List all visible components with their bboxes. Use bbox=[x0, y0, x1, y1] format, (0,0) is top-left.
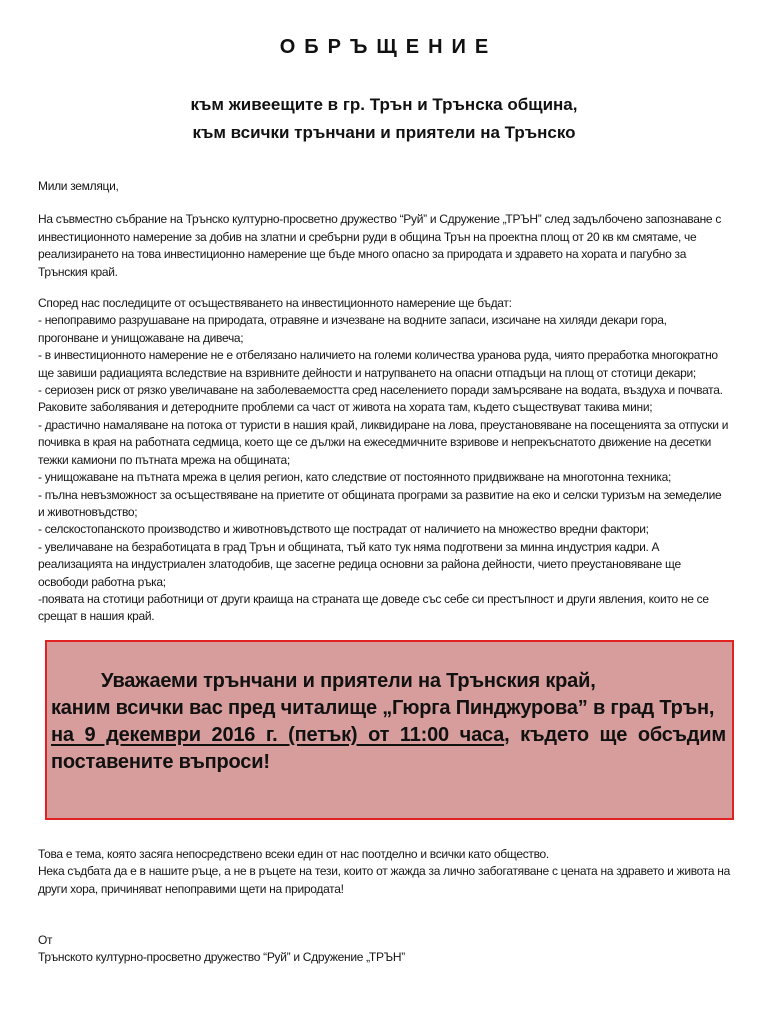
consequence-item: - непоправимо разрушаване на природата, отравяне и изчезване на водните запаси, изсичане на хиляди декари гора, прогонване и унищожаване на дивеча; bbox=[38, 313, 667, 345]
subtitle-line-1: към живеещите в гр. Трън и Трънска община, bbox=[190, 95, 578, 114]
consequence-item: - в инвестиционното намерение не е отбелязано наличието на големи количества уранова руда, чиято преработка многократно ще завиши радиацията вследствие на взривните дейности и натрупването на опасни отпадъци на площ от стотици декари; bbox=[38, 348, 718, 380]
closing-paragraph-2: Нека съдбата да е в нашите ръце, а не в ръцете на тези, които от жажда за лично забогатяване с цената на здравето и живота на други хора, причиняват непоправими щети на природата! bbox=[38, 864, 730, 896]
invitation-highlight-box bbox=[45, 640, 734, 820]
consequences-intro: Според нас последиците от осъществяването на инвестиционното намерение ще бъдат: bbox=[38, 296, 512, 311]
invitation-line-3-rest: , където ще обсъдим bbox=[504, 723, 726, 746]
salutation: Мили земляци, bbox=[38, 179, 119, 193]
consequence-item: - пълна невъзможност за осъществяване на приетите от общината програми за развитие на еко и селски туризъм на земеделие и животновъдство; bbox=[38, 487, 722, 519]
invitation-line-2: каним всички вас пред читалище „Гюрга Пинджурова” в град Трън, bbox=[51, 696, 715, 719]
document-body bbox=[38, 178, 730, 967]
consequence-item: - унищожаване на пътната мрежа в целия регион, като следствие от постоянното придвижване на многотонна техника; bbox=[38, 470, 672, 485]
invitation-line-3 bbox=[51, 722, 726, 749]
subtitle-line-2: към всички трънчани и приятели на Трънско bbox=[192, 123, 576, 142]
invitation-line-4: поставените въпроси! bbox=[51, 750, 270, 773]
signoff-organization: Трънското културно-просветно дружество “Руй” и Сдружение „ТРЪН” bbox=[38, 950, 405, 965]
invitation-date-underlined: на 9 декември 2016 г. (петък) от 11:00 часа bbox=[51, 723, 505, 746]
consequence-item: - драстично намаляване на потока от туристи в нашия край, ликвидиране на лова, преустановяване на посещенията за отпуски и почивка в края на работната седмица, което ще се дължи на ежеседмичните взривове и непрекъснатото движение на десетки тежки камиони по пътната мрежа на общината; bbox=[38, 417, 729, 467]
consequence-item: - селскостопанското производство и животновъдството ще пострадат от наличието на множество вредни фактори; bbox=[38, 522, 649, 537]
invitation-line-1: Уважаеми трънчани и приятели на Трънския край, bbox=[101, 669, 596, 692]
consequence-item: - сериозен риск от рязко увеличаване на заболеваемостта сред населението поради замърсяване на водата, въздуха и почвата. Раковите заболявания и детеродните проблеми са част от живота на хората там, където съществуват такива мини; bbox=[38, 383, 723, 415]
closing-paragraph-1: Това е тема, която засяга непосредствено всеки един от нас поотделно и всички като общество. bbox=[38, 846, 549, 861]
signoff-from: От bbox=[38, 932, 53, 947]
page-title: ОБРЪЩЕНИЕ bbox=[279, 36, 498, 58]
intro-paragraph: На съвместно събрание на Трънско културно-просветно дружество “Руй” и Сдружение „ТРЪН” след задълбочено запознаване с инвестиционното намерение за добив на златни и сребърни руди в община Трън на проектна площ от 20 кв км смятаме, че реализирането на това инвестиционно намерение ще бъде много опасно за природата и здравето на хората и пагубно за Трънския край. bbox=[38, 212, 722, 279]
consequence-item: - увеличаване на безработицата в град Трън и общината, тъй като тук няма подготвени за минна индустрия кадри. А реализацията на индустриален златодобив, ще засегне редица основни за района дейности, чието преустановяване ще освободи работна ръка; bbox=[38, 539, 681, 589]
subtitle bbox=[0, 91, 768, 147]
consequences-section bbox=[38, 295, 730, 626]
consequence-item: -появата на стотици работници от други краища на страната ще доведе със себе си престъпност и други явления, които не се срещат в нашия край. bbox=[38, 591, 709, 624]
closing-section bbox=[38, 846, 730, 898]
signoff-section bbox=[38, 932, 730, 967]
